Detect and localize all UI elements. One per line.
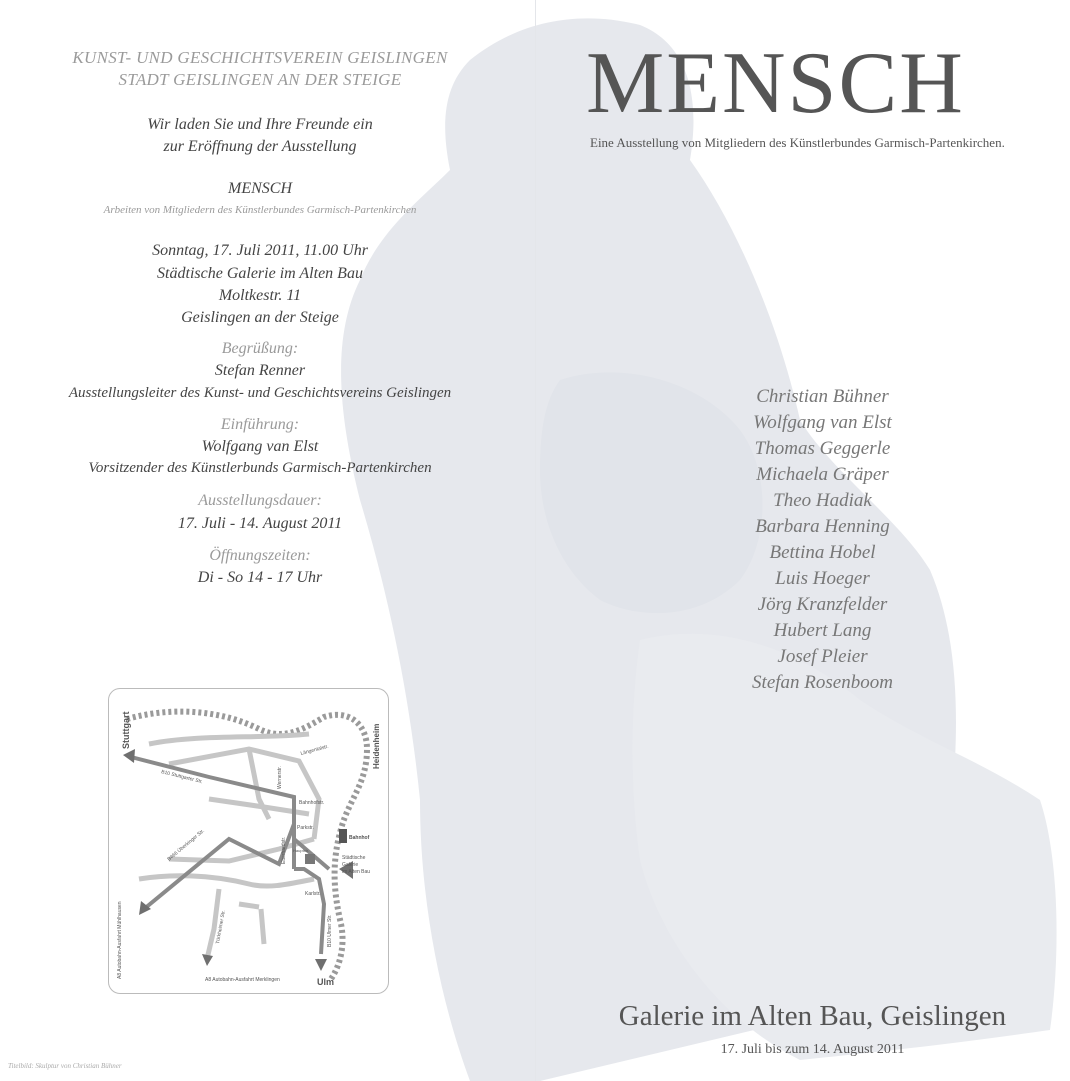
artist-name: Thomas Geggerle — [754, 438, 891, 459]
artist-name: Christian Bühner — [756, 386, 889, 407]
hours-label: Öffnungszeiten: — [209, 547, 311, 564]
greeting-role: Ausstellungsleiter des Kunst- und Geschichtsvereins Geislingen — [68, 385, 452, 401]
main-roads — [131, 757, 329, 954]
artist-name: Hubert Lang — [773, 620, 872, 641]
org-line-2: STADT GEISLINGEN AN DER STEIGE — [118, 70, 402, 89]
intro-role: Vorsitzender des Künstlerbunds Garmisch-Partenkirchen — [88, 460, 432, 476]
label-hauptstr: Hauptstr. — [293, 848, 310, 853]
directions-map — [108, 688, 389, 994]
greeting-label: Begrüßung: — [221, 340, 299, 357]
label-laengentalstr: Längentalstr. — [299, 743, 330, 757]
intro-name: Wolfgang van Elst — [201, 438, 319, 455]
label-ulm: Ulm — [317, 977, 335, 987]
label-b466: B466 Überkinger Str. — [166, 828, 206, 863]
cover-title: MENSCH — [586, 35, 965, 132]
org-line-1: KUNST- UND GESCHICHTSVEREIN GEISLINGEN — [72, 48, 448, 67]
page-fold — [535, 0, 536, 1081]
exhibit-title: MENSCH — [228, 180, 292, 197]
artist-name: Luis Hoeger — [775, 568, 870, 589]
label-b10-stuttgarter: B10 Stuttgarter Str. — [160, 769, 204, 786]
label-tuerkheimer: Türkheimer Str. — [215, 909, 227, 945]
greeting-name: Stefan Renner — [214, 362, 306, 379]
label-bahnhofstr: Bahnhofstr. — [299, 800, 325, 806]
artist-name: Bettina Hobel — [769, 542, 876, 563]
artist-name: Barbara Henning — [755, 516, 890, 537]
artist-name: Theo Hadiak — [773, 490, 872, 511]
invite-line-2: zur Eröffnung der Ausstellung — [163, 138, 357, 155]
label-b10-ulm: B10 Ulmer Str. — [327, 914, 333, 947]
artist-name: Wolfgang van Elst — [753, 412, 892, 433]
artist-name: Stefan Rosenboom — [752, 672, 893, 693]
label-galerie-3: im Alten Bau — [342, 869, 371, 875]
cover-dates: 17. Juli bis zum 14. August 2011 — [720, 1042, 905, 1057]
label-karlstr: Karlstr. — [305, 891, 321, 897]
artist-name: Josef Pleier — [777, 646, 868, 667]
label-bahnhof: Bahnhof — [349, 835, 370, 841]
invite-line-1: Wir laden Sie und Ihre Freunde ein — [147, 116, 373, 133]
label-galerie-1: Städtische — [342, 855, 366, 861]
map-drawing — [109, 689, 388, 993]
label-stuttgart: Stuttgart — [121, 711, 131, 749]
duration-label: Ausstellungsdauer: — [198, 492, 322, 509]
galerie-marker — [305, 854, 315, 864]
event-street: Moltkestr. 11 — [218, 287, 302, 304]
event-date: Sonntag, 17. Juli 2011, 11.00 Uhr — [152, 242, 368, 259]
cover-venue: Galerie im Alten Bau, Geislingen — [618, 1000, 1007, 1032]
artist-list — [700, 384, 945, 696]
label-galerie-2: Galerie — [342, 862, 359, 868]
label-wernerstr: Wernerstr. — [277, 766, 283, 789]
hours-value: Di - So 14 - 17 Uhr — [197, 569, 323, 586]
event-city: Geislingen an der Steige — [181, 309, 339, 326]
artist-name: Jörg Kranzfelder — [757, 594, 888, 615]
artist-name: Michaela Gräper — [756, 464, 889, 485]
bahnhof-marker — [339, 829, 347, 843]
exhibit-subtitle: Arbeiten von Mitgliedern des Künstlerbundes Garmisch-Partenkirchen — [103, 204, 417, 216]
label-heidenheim: Heidenheim — [372, 723, 381, 769]
event-venue: Städtische Galerie im Alten Bau — [157, 265, 363, 282]
label-eberhardstr: Eberhardstr. — [281, 836, 287, 864]
duration-value: 17. Juli - 14. August 2011 — [177, 515, 343, 532]
intro-label: Einführung: — [220, 416, 300, 433]
label-a8-merklingen: A8 Autobahn-Ausfahrt Merklingen — [205, 977, 280, 983]
label-parkstr: Parkstr. — [297, 825, 314, 831]
cover-subtitle: Eine Ausstellung von Mitgliedern des Künstlerbundes Garmisch-Partenkirchen. — [590, 135, 1005, 150]
label-a8-muehlhausen: A8 Autobahn-Ausfahrt Mühlhausen — [117, 901, 123, 979]
cover-credit: Titelbild: Skulptur von Christian Bühner — [8, 1062, 122, 1070]
